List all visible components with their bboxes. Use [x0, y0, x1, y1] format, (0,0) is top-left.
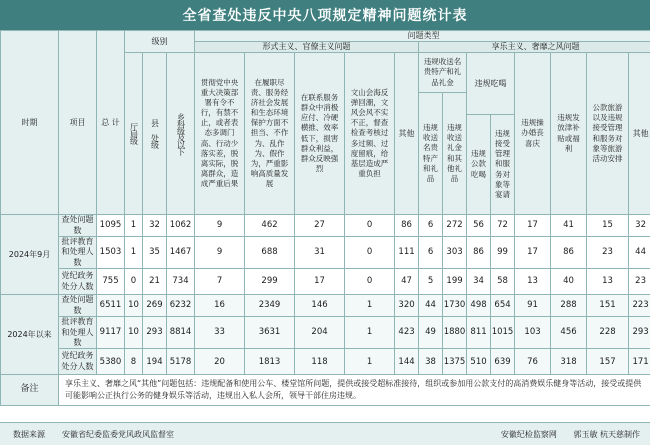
cell-value: 31 [295, 237, 345, 269]
cell-value: 15 [587, 215, 629, 237]
period-label: 2024年9月 [1, 215, 59, 295]
cell-value: 272 [443, 215, 467, 237]
cell-value: 91 [515, 295, 551, 317]
note-text: 享乐主义、奢靡之风“其他”问题包括：违规配备和使用公车、楼堂馆所问题，提供或接受超标准接待，组织或参加用公款支付的高消费娱乐健身等活动，接受或提供可能影响公正执行公务的健身娱乐等活动，违规出入私人会所，领导干部住房违规。 [59, 375, 650, 405]
cell-value: 17 [515, 215, 551, 237]
cell-value: 5178 [167, 349, 195, 375]
cell-value: 423 [395, 317, 419, 349]
cell-value: 299 [245, 269, 295, 295]
cell-value: 320 [395, 295, 419, 317]
cell-value: 811 [467, 317, 491, 349]
cell-value: 49 [419, 317, 443, 349]
cell-value: 194 [143, 349, 167, 375]
period-label: 2024年以来 [1, 295, 59, 375]
table-row [1, 317, 650, 349]
cell-value: 1 [345, 349, 395, 375]
cell-value: 2349 [245, 295, 295, 317]
cell-value: 157 [587, 349, 629, 375]
cell-value: 1 [345, 295, 395, 317]
col-header-gift-group: 违规收送名贵特产和礼品礼金 [419, 53, 467, 93]
cell-value: 7 [195, 269, 245, 295]
col-header-formalism-4: 文山会海反弹回潮，文风会风不实不正，督查检查考核过多过频、过度留痕，给基层造成严重负担 [345, 53, 395, 215]
cell-value: 103 [515, 317, 551, 349]
cell-value: 33 [195, 317, 245, 349]
cell-value: 9 [195, 215, 245, 237]
cell-value: 5380 [97, 349, 125, 375]
col-header-formalism-3: 在联系服务群众中消极应付、冷硬横推、效率低下，损害群众利益，群众反映强烈 [295, 53, 345, 215]
cell-value: 76 [515, 349, 551, 375]
col-header-total: 总 计 [97, 31, 125, 215]
cell-value: 1880 [443, 317, 467, 349]
source-label: 数据来源 [13, 430, 45, 439]
col-header-level-xiang: 乡科级及以下 [167, 53, 195, 215]
col-header-formalism-1: 贯彻党中央重大决策部署有令不行，有禁不止，或者表态多调门高、行动少落实差，脱离实际，脱离群众，造成严重后果 [195, 53, 245, 215]
cell-value: 23 [587, 237, 629, 269]
cell-value: 6511 [97, 295, 125, 317]
cell-value: 32 [629, 215, 650, 237]
cell-value: 56 [467, 215, 491, 237]
cell-value: 72 [491, 215, 515, 237]
cell-value: 118 [295, 349, 345, 375]
cell-value: 99 [491, 237, 515, 269]
cell-value: 111 [395, 237, 419, 269]
footer [0, 422, 650, 445]
cell-value: 293 [143, 317, 167, 349]
row-label: 查处问题数 [59, 295, 97, 317]
col-header-eat-1: 违规公款吃喝 [467, 115, 491, 215]
col-header-level-xian: 县 处级 [143, 53, 167, 215]
producer-text: 安徽纪检监察网 [500, 430, 557, 439]
col-header-level-ting: 厅局级 [125, 53, 143, 215]
cell-value: 40 [551, 269, 587, 295]
cell-value: 1 [345, 317, 395, 349]
cell-value: 1062 [167, 215, 195, 237]
cell-value: 228 [587, 317, 629, 349]
stats-table [0, 30, 650, 406]
cell-value: 1 [125, 237, 143, 269]
cell-value: 199 [443, 269, 467, 295]
cell-value: 47 [395, 269, 419, 295]
table-row [1, 237, 650, 269]
cell-value: 13 [515, 269, 551, 295]
cell-value: 21 [143, 269, 167, 295]
cell-value: 510 [467, 349, 491, 375]
cell-value: 1730 [443, 295, 467, 317]
cell-value: 20 [195, 349, 245, 375]
col-header-eat-group: 违规吃喝 [467, 53, 515, 115]
cell-value: 1 [125, 215, 143, 237]
cell-value: 34 [467, 269, 491, 295]
cell-value: 6 [419, 215, 443, 237]
col-header-gift-2: 违规收送礼金和其他礼品 [443, 93, 467, 215]
cell-value: 734 [167, 269, 195, 295]
table-title: 全省查处违反中央八项规定精神问题统计表 [0, 0, 650, 30]
cell-value: 3631 [245, 317, 295, 349]
cell-value: 1375 [443, 349, 467, 375]
cell-value: 6 [419, 237, 443, 269]
cell-value: 303 [443, 237, 467, 269]
cell-value: 17 [295, 269, 345, 295]
cell-value: 86 [551, 237, 587, 269]
credit [487, 429, 650, 440]
cell-value: 456 [551, 317, 587, 349]
cell-value: 498 [467, 295, 491, 317]
cell-value: 6232 [167, 295, 195, 317]
credit-text: 郭玉敏 杭天慈制作 [573, 430, 640, 439]
col-header-item: 项目 [59, 31, 97, 215]
cell-value: 44 [629, 237, 650, 269]
table-row [1, 269, 650, 295]
cell-value: 9117 [97, 317, 125, 349]
row-label: 党纪政务处分人数 [59, 349, 97, 375]
cell-value: 654 [491, 295, 515, 317]
table-row [1, 295, 650, 317]
note-row [1, 375, 650, 405]
cell-value: 9 [195, 237, 245, 269]
cell-value: 462 [245, 215, 295, 237]
cell-value: 10 [125, 295, 143, 317]
table-row [1, 215, 650, 237]
cell-value: 23 [629, 269, 650, 295]
cell-value: 27 [295, 215, 345, 237]
cell-value: 35 [143, 237, 167, 269]
cell-value: 38 [419, 349, 443, 375]
col-header-eat-2: 违规接受管理和服务对象等宴请 [491, 115, 515, 215]
cell-value: 44 [419, 295, 443, 317]
cell-value: 0 [345, 215, 395, 237]
cell-value: 204 [295, 317, 345, 349]
cell-value: 755 [97, 269, 125, 295]
col-header-time: 时期 [1, 31, 59, 215]
cell-value: 151 [587, 295, 629, 317]
cell-value: 32 [143, 215, 167, 237]
cell-value: 1813 [245, 349, 295, 375]
cell-value: 41 [551, 215, 587, 237]
col-header-level-group: 级别 [125, 31, 195, 53]
cell-value: 288 [551, 295, 587, 317]
cell-value: 13 [587, 269, 629, 295]
cell-value: 223 [629, 295, 650, 317]
cell-value: 293 [629, 317, 650, 349]
cell-value: 639 [491, 349, 515, 375]
col-header-other: 其他 [395, 53, 419, 215]
cell-value: 1503 [97, 237, 125, 269]
row-label: 查处问题数 [59, 215, 97, 237]
source-text: 安徽省纪委监委党风政风监督室 [62, 430, 174, 439]
cell-value: 318 [551, 349, 587, 375]
cell-value: 86 [467, 237, 491, 269]
cell-value: 0 [345, 269, 395, 295]
col-header-hedonism-2: 违规发放津补贴或福利 [551, 53, 587, 215]
cell-value: 86 [395, 215, 419, 237]
stats-table-wrapper [0, 30, 650, 430]
cell-value: 17 [515, 237, 551, 269]
cell-value: 0 [345, 237, 395, 269]
cell-value: 0 [125, 269, 143, 295]
note-label: 备注 [1, 375, 59, 405]
cell-value: 1015 [491, 317, 515, 349]
cell-value: 1467 [167, 237, 195, 269]
cell-value: 10 [125, 317, 143, 349]
cell-value: 146 [295, 295, 345, 317]
row-label: 批评教育和处理人数 [59, 237, 97, 269]
cell-value: 1095 [97, 215, 125, 237]
col-header-formalism-group: 形式主义、官僚主义问题 [195, 42, 419, 53]
table-row [1, 349, 650, 375]
cell-value: 171 [629, 349, 650, 375]
col-header-other2: 其他 [629, 53, 650, 215]
cell-value: 16 [195, 295, 245, 317]
cell-value: 688 [245, 237, 295, 269]
cell-value: 58 [491, 269, 515, 295]
cell-value: 269 [143, 295, 167, 317]
col-header-type-group: 问题类型 [195, 31, 650, 42]
col-header-formalism-2: 在履职尽责、服务经济社会发展和生态环境保护方面不担当、不作为、乱作为、假作为，严重影响高质量发展 [245, 53, 295, 215]
row-label: 党纪政务处分人数 [59, 269, 97, 295]
cell-value: 8 [125, 349, 143, 375]
col-header-gift-1: 违规收送名贵特产和礼品 [419, 93, 443, 215]
cell-value: 144 [395, 349, 419, 375]
col-header-hedonism-group: 享乐主义、奢靡之风问题 [419, 42, 650, 53]
cell-value: 5 [419, 269, 443, 295]
col-header-hedonism-3: 公款旅游以及违规接受管理和服务对象等旅游活动安排 [587, 53, 629, 215]
row-label: 批评教育和处理人数 [59, 317, 97, 349]
cell-value: 8814 [167, 317, 195, 349]
col-header-hedonism-1: 违规操办婚丧喜庆 [515, 53, 551, 215]
